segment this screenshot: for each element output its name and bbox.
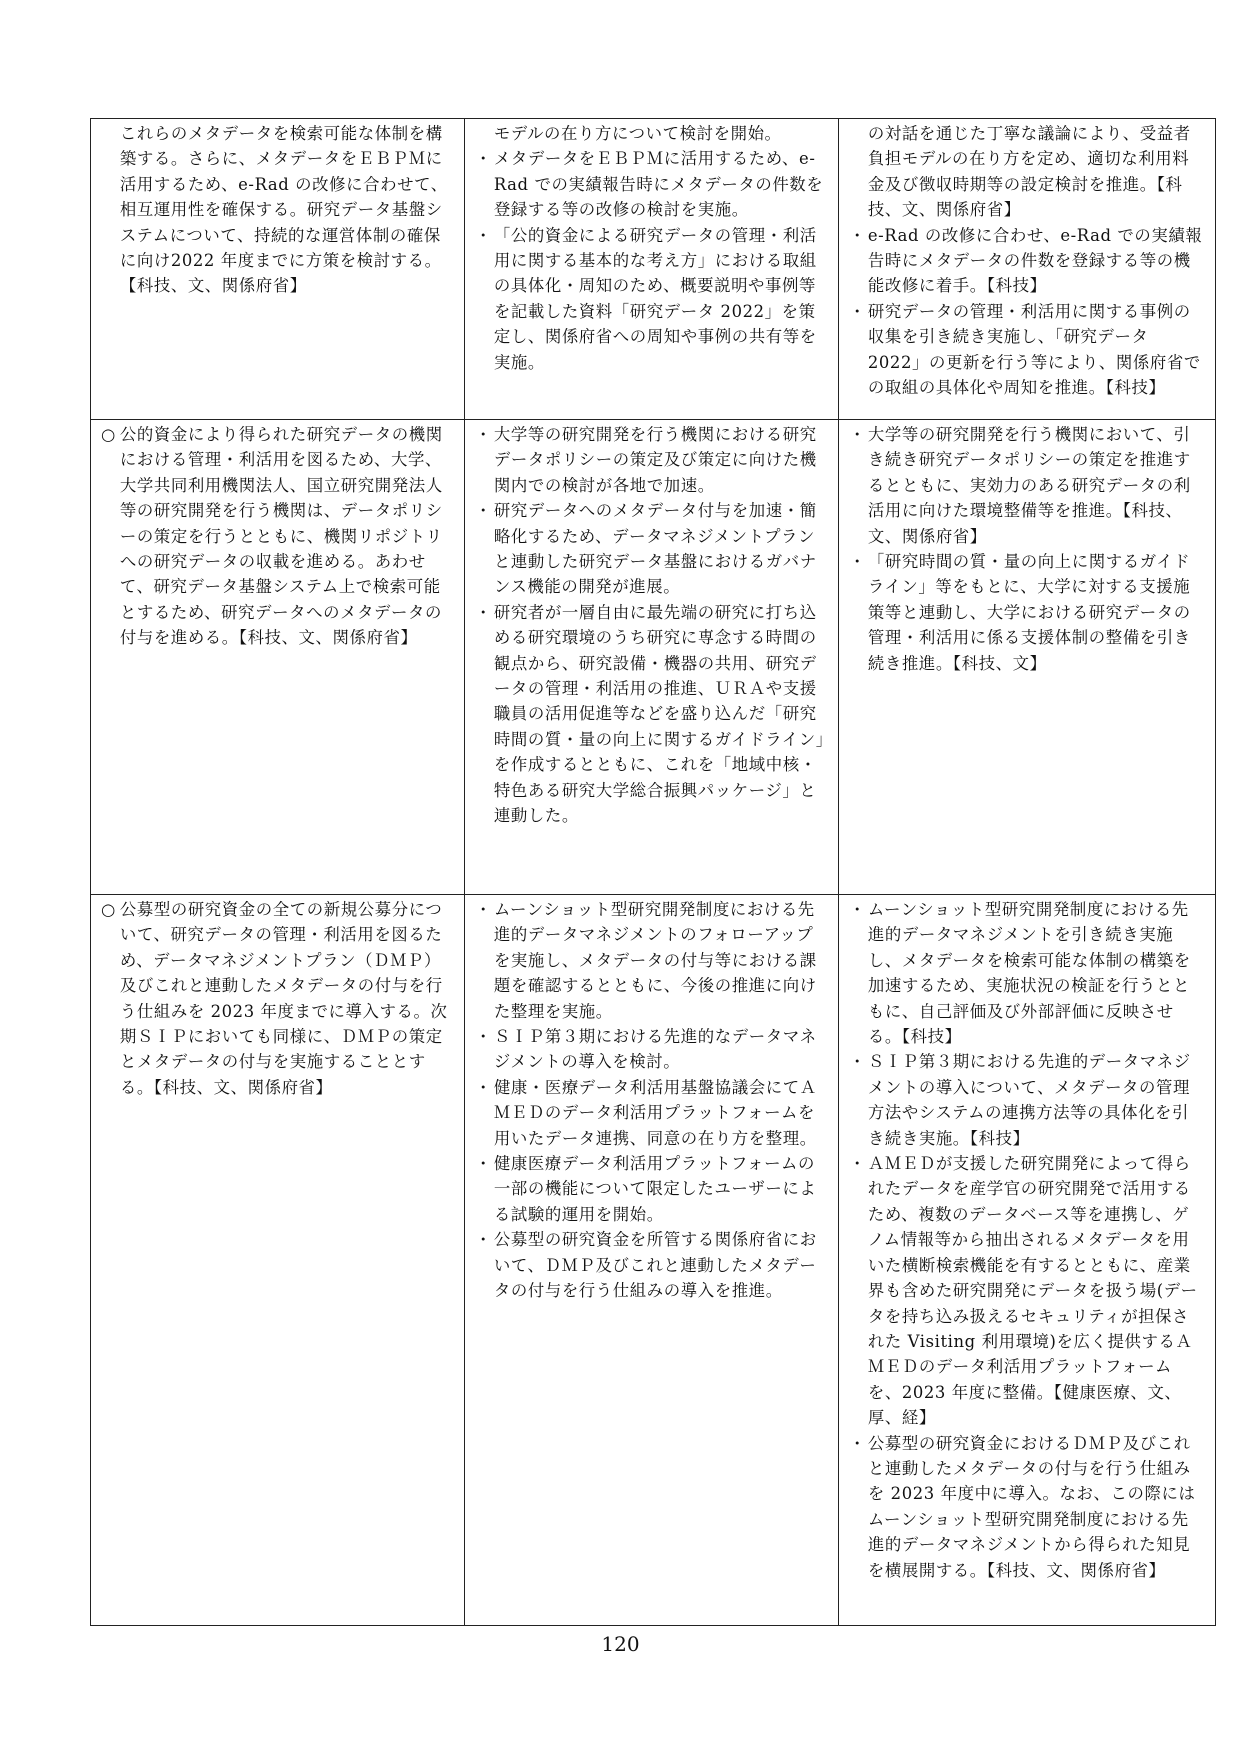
bullet-marker: ・ [475, 1230, 492, 1250]
list-item-text: 公募型の研究資金を所管する関係府省において、ＤＭＰ及びこれと連動したメタデータの付与を行う仕組みの導入を推進。 [493, 1230, 817, 1301]
table-row [91, 420, 1216, 895]
list-item [849, 422, 1205, 549]
list-item-text: の対話を通じた丁寧な議論により、受益者負担モデルの在り方を定め、適切な利用料金及び徴収時期等の設定検討を推進。【科技、文、関係府省】 [867, 124, 1191, 220]
policy-table-body [91, 119, 1216, 1626]
list-item-text: 公募型の研究資金におけるＤＭＰ及びこれと連動したメタデータの付与を行う仕組みを 2023 年度中に導入。なお、この際にはムーンショット型研究開発制度における先進的データマネジメントから得られた知見を横展開する。【科技、文、関係府省】 [867, 1433, 1196, 1580]
bullet-marker: ・ [475, 602, 492, 622]
list-item-text: 研究データの管理・利活用に関する事例の収集を引き続き実施し、「研究データ 2022」の更新を行う等により、関係府省での取組の具体化や周知を推進。【科技】 [867, 301, 1201, 398]
bullet-marker: ・ [849, 425, 866, 444]
list-item [849, 121, 1205, 223]
list-item-text: 「公的資金による研究データの管理・利活用に関する基本的な考え方」における取組の具体化・周知のため、概要説明や事例等を記載した資料「研究データ 2022」を策定し、関係府省への周知や事例の共有等を実施。 [493, 225, 817, 372]
list-item-text: 研究データへのメタデータ付与を加速・簡略化するため、データマネジメントプランと連動した研究データ基盤におけるガバナンス機能の開発が進展。 [493, 501, 817, 597]
policy-table-container [90, 118, 1203, 1626]
table-row [91, 119, 1216, 420]
list-item-text: ＳＩＰ第３期における先進的データマネジメントの導入について、メタデータの管理方法やシステムの連携方法等の具体化を引き続き実施。【科技】 [867, 1052, 1191, 1148]
bullet-marker: ・ [849, 1052, 866, 1072]
list-item [849, 897, 1205, 1049]
list-item-text: 公的資金により得られた研究データの機関における管理・利活用を図るため、大学、大学共同利用機関法人、国立研究開発法人等の研究開発を行う機関は、データポリシーの策定を行うとともに、機関リポジトリへの研究データの収載を進める。あわせて、研究データ基盤システム上で検索可能とするため、研究データへのメタデータの付与を進める。【科技、文、関係府省】 [119, 425, 443, 648]
list-item-text: モデルの在り方について検討を開始。 [493, 124, 782, 143]
bullet-marker: ・ [475, 425, 492, 444]
bullet-marker: ○ [101, 900, 116, 919]
list-item [475, 121, 828, 146]
list-item-text: ＡＭＥＤが支援した研究開発によって得られたデータを産学官の研究開発で活用するため、複数のデータベース等を連携し、ゲノム情報等から抽出されるメタデータを用いた横断検索機能を有するとともに、産業界も含めた研究開発にデータを扱う場(データを持ち込み扱えるセキュリティが担保された Visiting 利用環境)を広く提供するＡＭＥＤのデータ利活用プラットフォームを、2023 年度に整備。【健康医療、文、厚、経】 [867, 1154, 1198, 1428]
bullet-marker: ・ [849, 225, 866, 245]
list-item [475, 1227, 828, 1303]
policy-table [90, 118, 1216, 1626]
list-item [101, 897, 454, 1100]
list-item [849, 549, 1205, 676]
bullet-marker: ○ [101, 425, 116, 444]
list-item [849, 1151, 1205, 1430]
list-item [849, 299, 1205, 401]
bullet-marker: ・ [475, 1154, 492, 1174]
list-item [475, 498, 828, 600]
list-item [101, 422, 454, 651]
page-number: 120 [601, 1632, 640, 1656]
list-item-text: 公募型の研究資金の全ての新規公募分について、研究データの管理・利活用を図るため、データマネジメントプラン（ＤＭＰ）及びこれと連動したメタデータの付与を行う仕組みを 2023 年度までに導入する。次期ＳＩＰにおいても同様に、ＤＭＰの策定とメタデータの付与を実施することとする。【科技、文、関係府省】 [119, 900, 448, 1097]
bullet-marker: ・ [849, 552, 866, 572]
list-item [849, 1049, 1205, 1151]
list-item-text: e-Rad の改修に合わせ、e-Rad での実績報告時にメタデータの件数を登録する等の機能改修に着手。【科技】 [867, 225, 1203, 296]
cell-progress [465, 119, 839, 420]
cell-policy [91, 119, 465, 420]
list-item-text: ムーンショット型研究開発制度における先進的データマネジメントを引き続き実施し、メタデータを検索可能な体制の構築を加速するため、実施状況の検証を行うとともに、自己評価及び外部評価に反映させる。【科技】 [867, 900, 1191, 1047]
list-item [475, 1075, 828, 1151]
list-item-text: 「研究時間の質・量の向上に関するガイドライン」等をもとに、大学に対する支援施策等と連動し、大学における研究データの管理・利活用に係る支援体制の整備を引き続き推進。【科技、文】 [867, 552, 1191, 673]
table-row [91, 895, 1216, 1626]
list-item-text: ＳＩＰ第３期における先進的なデータマネジメントの導入を検討。 [493, 1027, 817, 1072]
cell-next-steps [839, 895, 1216, 1626]
bullet-marker: ・ [849, 301, 866, 321]
bullet-marker: ・ [849, 1154, 866, 1174]
bullet-marker: ・ [475, 1027, 492, 1047]
list-item [475, 146, 828, 222]
list-item [101, 121, 454, 299]
list-item [475, 422, 828, 498]
list-item [475, 600, 828, 829]
list-item [475, 1151, 828, 1227]
cell-next-steps [839, 119, 1216, 420]
cell-progress [465, 420, 839, 895]
list-item-text: 健康・医療データ利活用基盤協議会にてＡＭＥＤのデータ利活用プラットフォームを用いたデータ連携、同意の在り方を整理。 [493, 1077, 817, 1148]
bullet-marker: ・ [849, 1433, 866, 1453]
list-item [475, 223, 828, 375]
bullet-marker: ・ [475, 149, 492, 169]
list-item-text: ムーンショット型研究開発制度における先進的データマネジメントのフォローアップを実施し、メタデータの付与等における課題を確認するとともに、今後の推進に向けた整理を実施。 [493, 900, 817, 1021]
list-item [475, 1024, 828, 1075]
list-item-text: 研究者が一層自由に最先端の研究に打ち込める研究環境のうち研究に専念する時間の観点から、研究設備・機器の共用、研究データの管理・利活用の推進、ＵＲＡや支援職員の活用促進等などを盛り込んだ「研究時間の質・量の向上に関するガイドライン」を作成するとともに、これを「地域中核・特色ある研究大学総合振興パッケージ」と連動した。 [493, 602, 825, 826]
bullet-marker: ・ [475, 225, 492, 245]
bullet-marker: ・ [475, 1077, 492, 1097]
cell-policy [91, 420, 465, 895]
bullet-marker: ・ [475, 900, 492, 919]
cell-next-steps [839, 420, 1216, 895]
cell-policy [91, 895, 465, 1626]
list-item-text: 大学等の研究開発を行う機関において、引き続き研究データポリシーの策定を推進するとともに、実効力のある研究データの利活用に向けた環境整備等を推進。【科技、文、関係府省】 [867, 425, 1191, 546]
list-item-text: 大学等の研究開発を行う機関における研究データポリシーの策定及び策定に向けた機関内での検討が各地で加速。 [493, 425, 817, 495]
list-item [849, 1431, 1205, 1583]
list-item [475, 897, 828, 1024]
list-item-text: メタデータをＥＢＰＭに活用するため、e-Rad での実績報告時にメタデータの件数を登録する等の改修の検討を実施。 [493, 149, 824, 220]
bullet-marker: ・ [849, 900, 866, 919]
cell-progress [465, 895, 839, 1626]
list-item-text: 健康医療データ利活用プラットフォームの一部の機能について限定したユーザーによる試験的運用を開始。 [493, 1154, 817, 1224]
list-item [849, 223, 1205, 299]
list-item-text: これらのメタデータを検索可能な体制を構築する。さらに、メタデータをＥＢＰＭに活用するため、e-Rad の改修に合わせて、相互運用性を確保する。研究データ基盤システムについて、持続的な運営体制の確保に向け2022 年度までに方策を検討する。【科技、文、関係府省】 [119, 124, 448, 296]
bullet-marker: ・ [475, 501, 492, 521]
